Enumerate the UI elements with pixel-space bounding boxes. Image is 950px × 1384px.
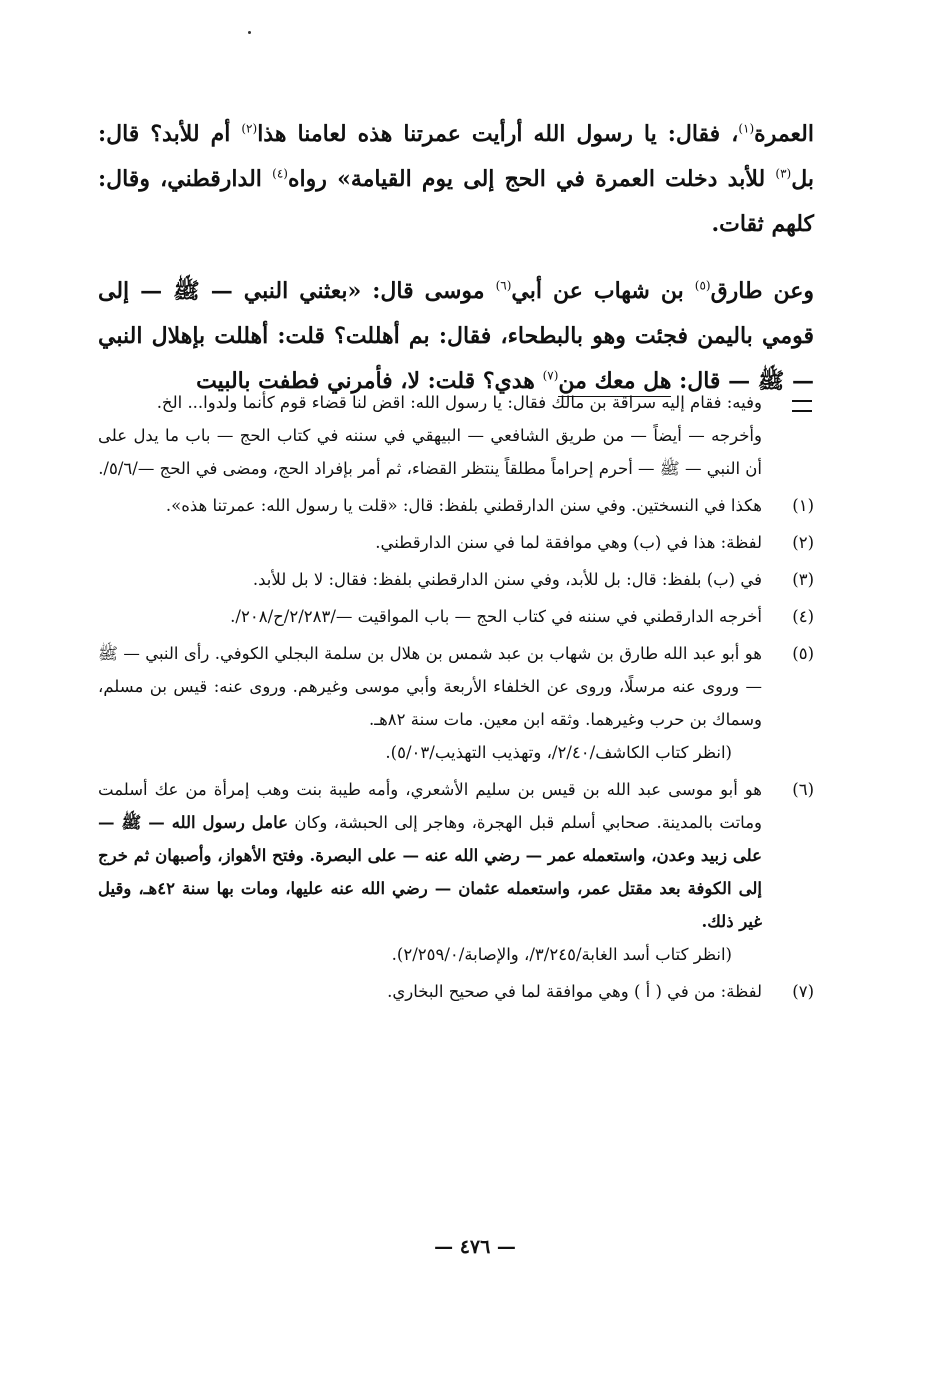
footnote-text: وأخرجه — أيضاً — من طريق الشافعي — البيهقي في سننه في كتاب الحج — باب ما يدل على أن النبي — ﷺ — أحرم إحراماً مطلقاً ينتظر القضاء، ثم أمر بإفراد الحج، ومضى في الحج —/٥/٦/. [98, 426, 762, 478]
footnote-ref[interactable]: (٧) [542, 368, 559, 383]
footnote-number: (٢) [792, 533, 814, 552]
text-run: العمرة [754, 121, 814, 147]
footnote-ref[interactable]: (٤) [272, 166, 288, 181]
footnote-text: هكذا في النسختين. وفي سنن الدارقطني بلفظ: قال: «قلت يا رسول الله: عمرتنا هذه». [165, 496, 762, 515]
text-run: ، فقال: يا رسول الله أرأيت عمرتنا هذه لعامنا هذا [257, 121, 739, 147]
footnote-7 [98, 975, 814, 1008]
footnote-text: هو أبو موسى عبد الله بن قيس بن سليم الأشعري، وأمه طيبة بنت وهب إمرأة من عك أسلمت وماتت بالمدينة. صحابي أسلم قبل الهجرة، وهاجر إلى الحبشة، وكان [98, 780, 763, 832]
scan-speck [248, 31, 251, 34]
footnote-ref[interactable]: (٥) [694, 278, 711, 293]
footnote-text: وفيه: فقام إليه سراقة بن مالك فقال: يا رسول الله: اقض لنا قضاء قوم كأنما ولدوا... الخ. [156, 393, 762, 412]
text-run: هدي؟ قلت: لا، فأمرني فطفت بالبيت [196, 368, 543, 394]
page-number: — ٤٧٦ — [434, 1236, 516, 1258]
footnote-number: (٦) [792, 780, 814, 799]
text-run: موسى قال: «بعثني النبي — ﷺ — إلى قومي باليمن فجئت وهو بالبطحاء، فقال: بم أهللت؟ قلت: أهللت بإهلال النبي — ﷺ — قال: [98, 278, 814, 394]
text-run: أم للأبد؟ قال: بل [98, 121, 814, 192]
main-text [98, 112, 814, 404]
footnote-reference: (انظر كتاب الكاشف/٢/٤٠/، وتهذيب التهذيب/٥/٠٣). [385, 743, 732, 762]
footnote-2 [98, 526, 814, 559]
footnote-number: (٥) [792, 644, 814, 663]
footnote-ref[interactable]: (١) [738, 121, 755, 136]
footnote-text: لفظة: من في ( أ ) وهي موافقة لما في صحيح البخاري. [387, 982, 762, 1001]
footnote-text: هو أبو عبد الله طارق بن شهاب بن عبد شمس بن هلال بن سلمة البجلي الكوفي. رأى النبي — ﷺ — وروى عنه مرسلًا، وروى عن الخلفاء الأربعة وأبي موسى وغيرهم. وروى عنه: قيس بن مسلم، وسماك بن حرب وغيرهما. وثقه ابن معين. مات سنة ٨٢هـ. [98, 644, 762, 729]
text-run: الدارقطني، وقال: كلهم ثقات. [98, 166, 814, 237]
footnote-text: أخرجه الدارقطني في سننه في كتاب الحج — باب المواقيت —/٢/٢٨٣/ح/٢٠٨/. [230, 607, 762, 626]
footnote-number: (٣) [792, 570, 814, 589]
text-run: للأبد دخلت العمرة في الحج إلى يوم القيامة» رواه [287, 166, 776, 192]
footnote-1 [98, 489, 814, 522]
underlined-text: هل معك من [558, 368, 671, 397]
footnote-text: في (ب) بلفظ: قال: بل للأبد، وفي سنن الدارقطني بلفظ: فقال: لا بل للأبد. [252, 570, 762, 589]
text-run: وعن طارق [710, 278, 814, 304]
footnote-reference: (انظر كتاب أسد الغابة/٣/٢٤٥/، والإصابة/٢/٢٥٩/٠). [391, 945, 732, 964]
footnote-number: (٧) [792, 982, 814, 1001]
text-run: بن شهاب عن أبي [511, 278, 695, 304]
footnote-5 [98, 637, 814, 769]
footnotes [98, 386, 814, 1012]
footnote-text: لفظة: هذا في (ب) وهي موافقة لما في سنن الدارقطني. [375, 533, 762, 552]
footnote-number: (٤) [792, 607, 814, 626]
continuation-marker-icon [762, 386, 814, 412]
footnote-ref[interactable]: (٣) [775, 166, 792, 181]
footnote-4 [98, 600, 814, 633]
footnote-3 [98, 563, 814, 596]
footnote-text-bold: عامل رسول الله — ﷺ — على زبيد وعدن، واستعمله عمر — رضي الله عنه — على البصرة. وفتح الأهواز، وأصبهان ثم خرج إلى الكوفة بعد مقتل عمر، واستعمله عثمان — رضي الله عنه عليها، ومات بها سنة ٤٢هـ، وقيل غير ذلك. [98, 813, 762, 931]
footnote-number: (١) [792, 496, 814, 515]
footnote-ref[interactable]: (٢) [241, 121, 258, 136]
paragraph-1 [98, 112, 814, 247]
paragraph-2 [98, 269, 814, 404]
footnote-6 [98, 773, 814, 971]
footnote-ref[interactable]: (٦) [495, 278, 512, 293]
footnote-continuation [98, 386, 814, 485]
